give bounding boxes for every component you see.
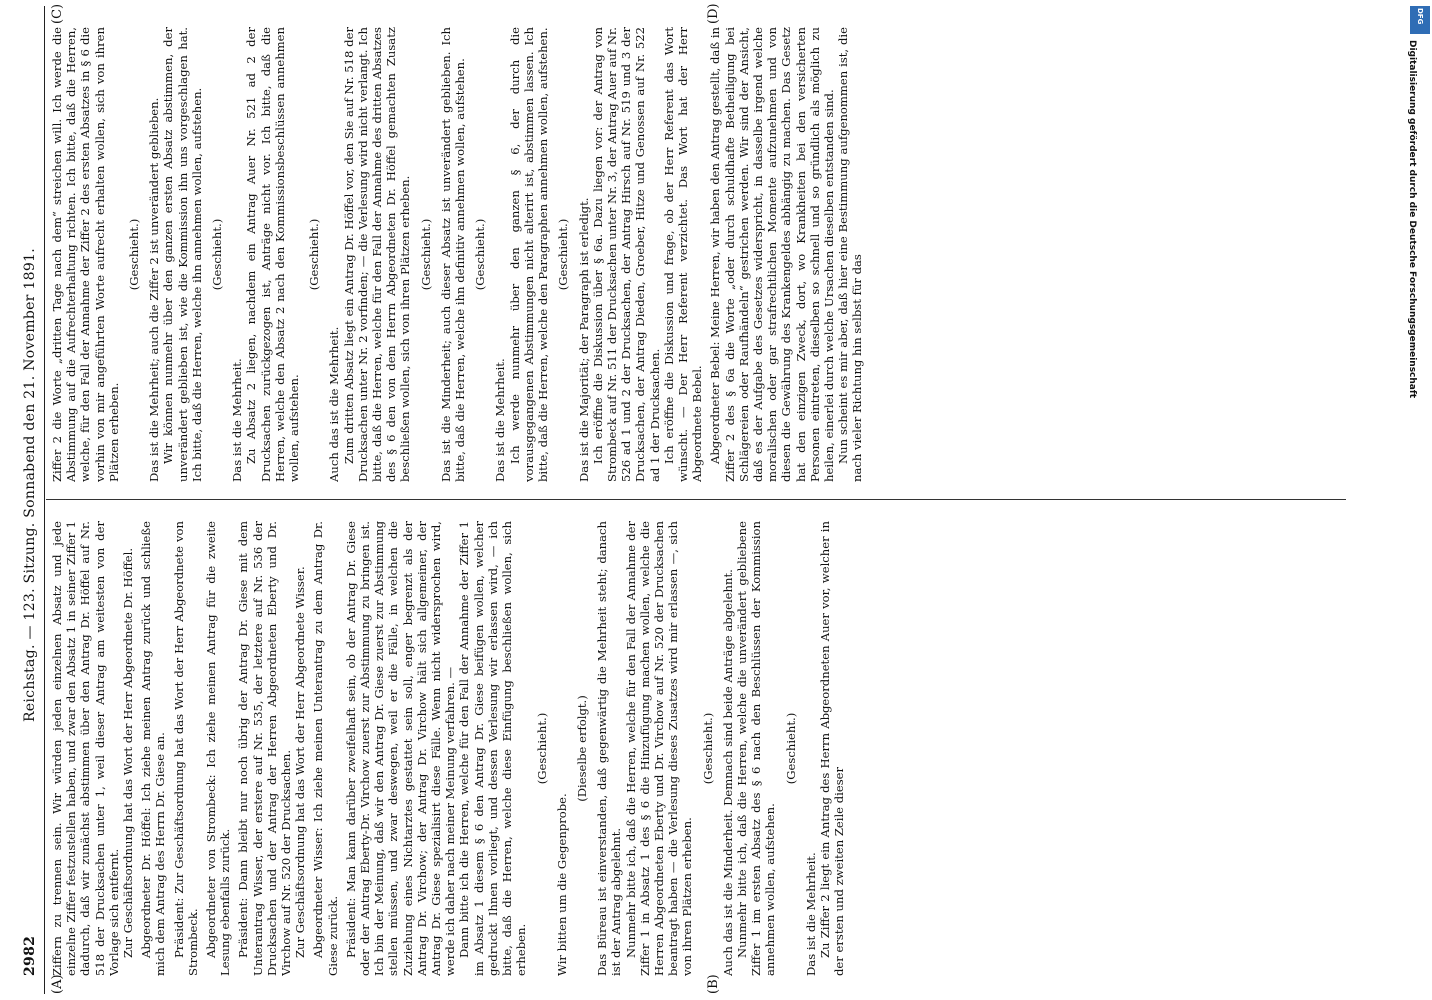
paragraph: Ich eröffne die Diskussion über § 6a. Dazu liegen vor: der Antrag von Strombeck auf Nr. 511 der Drucksachen unter Nr. 3, der Antrag Auer auf Nr. 526 ad 1 und 2 der Drucksachen, der Antrag Hirsch auf Nr. 519 und 3 der Drucksachen, der Antrag Dieden, Groeber, Hitze und Genossen auf Nr. 522 ad 1 der Drucksachen.: [590, 27, 662, 482]
paragraph: Das ist die Minderheit; auch dieser Absatz ist unverändert geblieben. Ich bitte, daß die Herren, welche ihn definitiv annehmen wollen, aufstehen.: [438, 27, 468, 482]
stage-direction: (Dieselbe erfolgt.): [574, 695, 589, 802]
page-number: 2982: [22, 935, 38, 976]
stage-direction: (Geschieht.): [307, 218, 322, 291]
paragraph: Das ist die Mehrheit.: [803, 852, 818, 976]
paragraph: Das Büreau ist einverstanden, daß gegenwärtig die Mehrheit steht; danach ist der Antrag abgelehnt.: [595, 521, 624, 976]
paragraph: Ziffer 2 die Worte „dritten Tage nach dem“ streichen will. Ich werde die Abstimmung auf die Aufrechterhaltung richten. Ich bitte, daß die Herren, welche, für den Fall der Annahme der Ziffer 2 des ersten Absatzes in § 6 die vorhin von mir angeführten Worte aufrecht erhalten wollen, sich von ihren Plätzen erheben.: [50, 27, 121, 482]
stage-direction: (Geschieht.): [556, 218, 571, 291]
paragraph: Das ist die Majorität; der Paragraph ist erledigt.: [576, 197, 591, 482]
stage-direction: (Geschieht.): [418, 218, 433, 291]
margin-mark-c: (C): [50, 3, 65, 24]
paragraph: Abgeordneter von Strombeck: Ich ziehe meinen Antrag für die zweite Lesung ebenfalls zurück.: [204, 521, 233, 976]
stage-direction: (Geschieht.): [534, 712, 549, 785]
paragraph: Zu Ziffer 2 liegt ein Antrag des Herrn Abgeordneten Auer vor, welcher in der ersten und zweiten Zeile dieser: [817, 521, 847, 976]
stage-direction: (Geschieht.): [127, 218, 142, 291]
paragraph: Abgeordneter Wisser: Ich ziehe meinen Unterantrag zu dem Antrag Dr. Giese zurück.: [311, 521, 340, 976]
paragraph: Das ist die Mehrheit.: [493, 358, 508, 482]
stage-direction: (Geschieht.): [700, 712, 715, 785]
paragraph: Präsident: Dann bleibt nur noch übrig der Antrag Dr. Giese mit dem Unterantrag Wisser, der erstere auf Nr. 535, der letztere auf Nr. 536 der Drucksachen und der Antrag der Herren Abgeordneten Eberty und Dr. Virchow auf Nr. 520 der Drucksachen.: [236, 521, 294, 976]
header-rule: [44, 6, 45, 994]
paragraph: Nun scheint es mir aber, daß hier eine Bestimmung aufgenommen ist, die nach vieler Richtung hin selbst für das: [836, 27, 865, 482]
paragraph: Präsident: Man kann darüber zweifelhaft sein, ob der Antrag Dr. Giese oder der Antrag Eberty-Dr. Virchow zuerst zur Abstimmung zu bringen ist. Ich bin der Meinung, daß wir den Antrag Dr. Giese zuerst zur Abstimmung stellen müssen, und zwar deswegen, weil er die Fälle, in welchen die Zuziehung eines Nichtarztes gestattet sein soll, enger begrenzt als der Antrag Dr. Virchow; der Antrag Dr. Virchow hält sich allgemeiner, der Antrag Dr. Giese spezialisirt diese Fälle. Wenn nicht widersprochen wird, werde ich daher nach meiner Meinung verfahren. —: [343, 521, 458, 976]
column-divider: [46, 499, 1346, 500]
document-page: [6, 3, 1401, 994]
paragraph: Nunmehr bitte ich, daß die Herren, welche die unverändert gebliebene Ziffer 1 im ersten Absatz des § 6 nach den Beschlüssen der Kommission annehmen wollen, aufstehen.: [734, 521, 778, 976]
paragraph: Zur Geschäftsordnung hat das Wort der Herr Abgeordnete Wisser.: [293, 566, 308, 958]
paragraph: Zum dritten Absatz liegt ein Antrag Dr. Höffel vor, den Sie auf Nr. 518 der Drucksachen unter Nr. 2 vorfinden; — die Verlesung wird nicht verlangt. Ich bitte, daß die Herren, welche für den Fall der Annahme des dritten Absatzes des § 6 den von dem Herrn Abgeordneten Dr. Höffel gemachten Zusatz beschließen wollen, sich von ihren Plätzen erheben.: [341, 27, 413, 482]
paragraph: Ziffern zu trennen sein. Wir würden jeden einzelnen Absatz und jede einzelne Ziffer festzustellen haben, und zwar den Absatz 1 in seiner Ziffer 1 dadurch, daß wir zunächst abstimmen über den Antrag Dr. Höffel auf Nr. 518 der Drucksachen unter 1, weil dieser Antrag am weitesten von der Vorlage sich entfernt.: [50, 521, 121, 976]
stage-direction: (Geschieht.): [210, 218, 225, 291]
paragraph: Wir bitten um die Gegenprobe.: [554, 793, 569, 976]
paragraph: Auch das ist die Mehrheit.: [327, 326, 342, 482]
paragraph: Abgeordneter Bebel: Meine Herren, wir haben den Antrag gestellt, daß in Ziffer 2 des § 6a die Worte „oder durch schuldhafte Betheiligung bei Schlägereien oder Raufhändeln“ gestrichen werden. Wir sind der Ansicht, daß es der Aufgabe des Gesetzes widerspricht, in dasselbe irgend welche moralischen oder gar strafrechtlichen Momente aufzunehmen und von diesen die Gewährung des Krankengeldes abhängig zu machen. Das Gesetz hat den einzigen Zweck, dort, wo Krankheiten bei den versicherten Personen eintreten, dieselben so schnell und so gründlich als möglich zu heilen, einerlei durch welche Ursachen dieselben entstanden sind.: [708, 27, 836, 482]
digitization-note-text: Digitalisierung gefördert durch die Deutsche Forschungsgemeinschaft: [1407, 40, 1417, 399]
stage-direction: (Geschieht.): [473, 218, 488, 291]
right-column: [50, 27, 1355, 482]
paragraph: Abgeordneter Dr. Höffel: Ich ziehe meinen Antrag zurück und schließe mich dem Antrag des Herrn Dr. Giese an.: [139, 521, 168, 976]
paragraph: Präsident: Zur Geschäftsordnung hat das Wort der Herr Abgeordnete von Strombeck.: [171, 521, 200, 976]
paragraph: Ich eröffne die Diskussion und frage, ob der Herr Referent das Wort wünscht. — Der Herr Referent verzichtet. Das Wort hat der Herr Abgeordnete Bebel.: [661, 27, 705, 482]
paragraph: Zur Geschäftsordnung hat das Wort der Herr Abgeordnete Dr. Höffel.: [121, 547, 136, 958]
margin-mark-d: (D): [706, 3, 721, 24]
dfg-logo-text: DFG: [1416, 8, 1424, 25]
left-column: [50, 521, 1355, 976]
paragraph: Nunmehr bitte ich, daß die Herren, welche für den Fall der Annahme der Ziffer 1 in Absatz 1 des § 6 die Hinzufügung machen wollen, welche die Herren Abgeordneten Eberty und Dr. Virchow auf Nr. 520 der Drucksachen beantragt haben — die Verlesung dieses Zusatzes wird mir erlassen —, sich von ihren Plätzen erheben.: [623, 521, 695, 976]
margin-mark-a: (A): [50, 974, 65, 994]
paragraph: Zu Absatz 2 liegen, nachdem ein Antrag Auer Nr. 521 ad 2 der Drucksachen zurückgezogen ist, Anträge nicht vor. Ich bitte, daß die Herren, welche den Absatz 2 nach den Kommissionsbeschlüssen annehmen wollen, aufstehen.: [244, 27, 302, 482]
paragraph: Auch das ist die Minderheit. Demnach sind beide Anträge abgelehnt.: [720, 569, 735, 976]
stage-direction: (Geschieht.): [783, 712, 798, 785]
page-header: [22, 6, 42, 994]
paragraph: Ich werde nunmehr über den ganzen § 6, der durch die vorausgegangenen Abstimmungen nicht alterirt ist, abstimmen lassen. Ich bitte, daß die Herren, welche den Paragraphen annehmen wollen, aufstehen.: [507, 27, 551, 482]
paragraph: Dann bitte ich die Herren, welche für den Fall der Annahme der Ziffer 1 im Absatz 1 diesem § 6 den Antrag Dr. Giese beifügen wollen, welcher gedruckt Ihnen vorliegt, und dessen Verlesung wir erlassen wird, — ich bitte, daß die Herren, welche diese Einfügung beschließen wollen, sich erheben.: [457, 521, 529, 976]
digitization-note: [1405, 40, 1419, 960]
margin-mark-b: (B): [706, 974, 721, 994]
paragraph: Das ist die Mehrheit; auch die Ziffer 2 ist unverändert geblieben.: [147, 97, 162, 482]
paragraph: Das ist die Mehrheit.: [230, 358, 245, 482]
running-title: Reichstag. — 123. Sitzung. Sonnabend den 21. November 1891.: [22, 247, 38, 723]
paragraph: Wir können nunmehr über den ganzen ersten Absatz abstimmen, der unverändert geblieben ist, wie die Kommission ihn uns vorgeschlagen hat. Ich bitte, daß die Herren, welche ihn annehmen wollen, aufstehen.: [161, 27, 204, 482]
dfg-logo: [1410, 6, 1430, 34]
